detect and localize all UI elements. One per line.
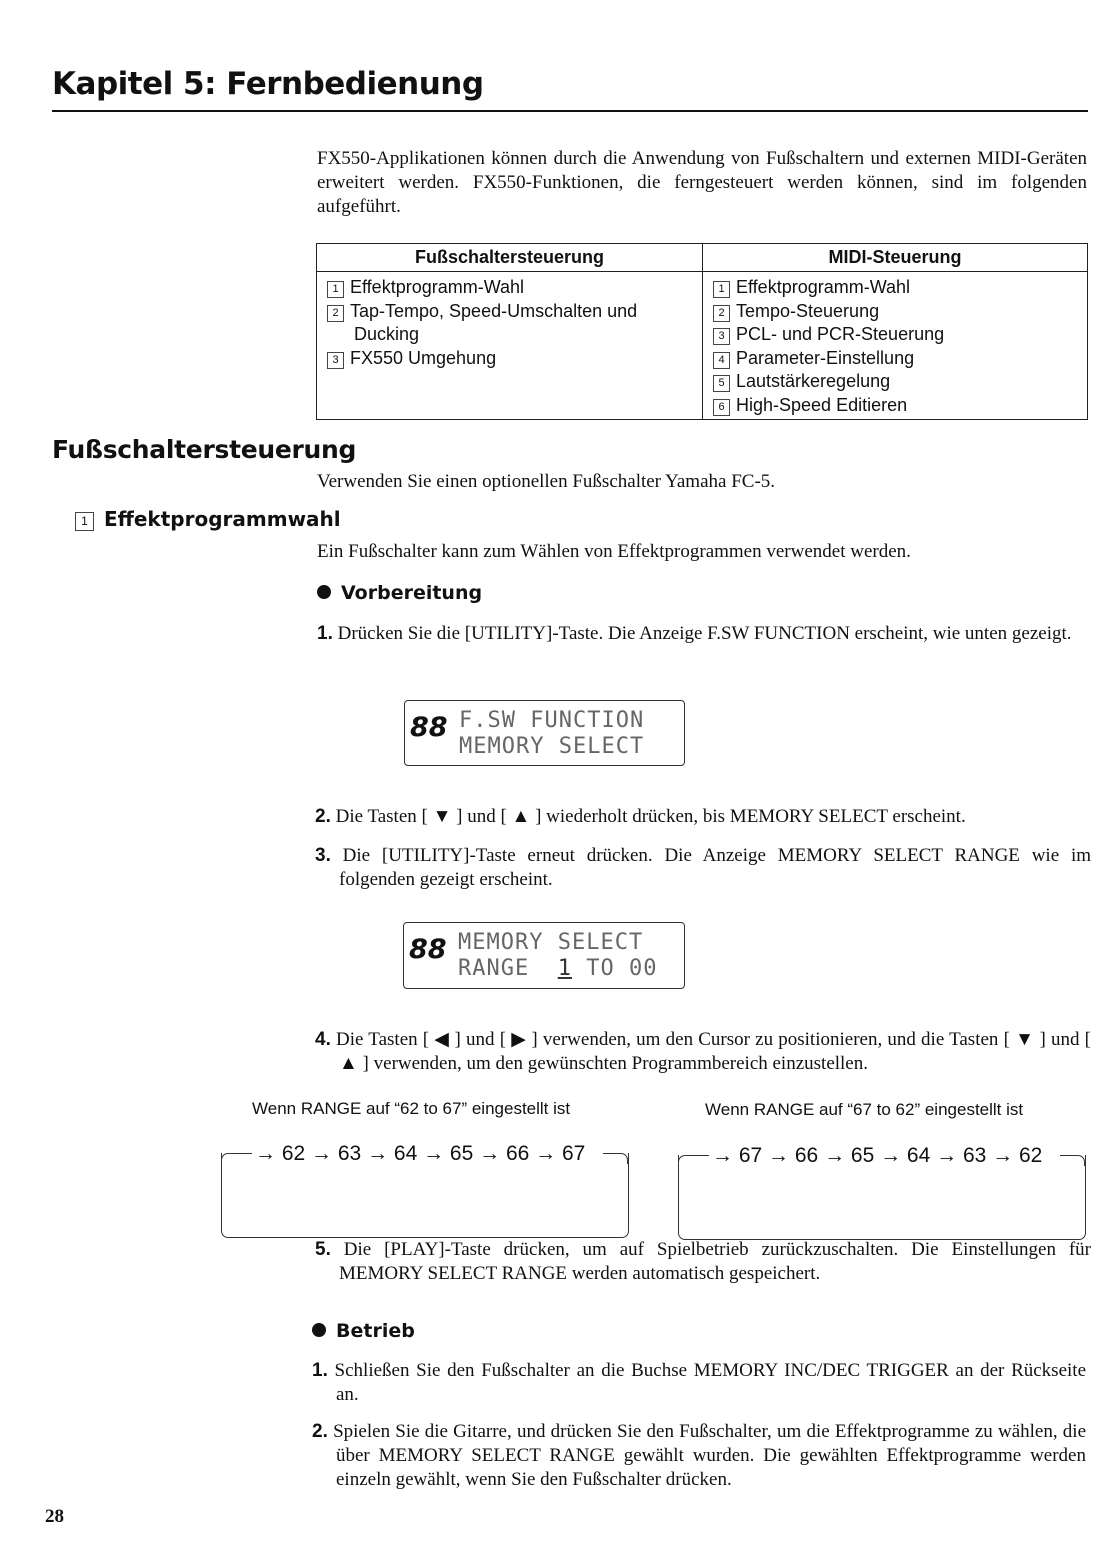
intro-paragraph: FX550-Applikationen können durch die Anwendung von Fußschaltern und externen MIDI-Geräten erweitert werden. FX550-Funktionen, die ferngesteuert werden können, sind im folgenden aufgeführt. <box>317 148 1087 217</box>
list-item: 1 Effektprogramm-Wahl <box>327 276 692 300</box>
lcd-program-number: 88 <box>409 934 447 965</box>
range-left-label: Wenn RANGE auf “62 to 67” eingestellt ist <box>252 1099 571 1118</box>
bullet-icon <box>317 585 331 599</box>
lcd-display-range <box>403 922 685 989</box>
operation-heading: Betrieb <box>312 1320 415 1342</box>
list-item: 5 Lautstärkeregelung <box>713 370 1077 394</box>
bullet-icon <box>312 1323 326 1337</box>
section-heading: Fußschaltersteuerung <box>52 435 357 464</box>
list-item: 6 High-Speed Editieren <box>713 394 1077 418</box>
midi-list <box>703 272 1088 420</box>
subsection-title: Effektprogrammwahl <box>104 507 341 531</box>
section-intro: Verwenden Sie einen optionellen Fußschalter Yamaha FC-5. <box>317 471 776 492</box>
step-4: 4. Die Tasten [ ◀ ] und [ ▶ ] verwenden, um den Cursor zu positionieren, und die Tasten [ ▼ ] und [ ▲ ] verwenden, um den gewünschten Programmbereich einzustellen. <box>315 1029 1091 1074</box>
operation-step-1: 1. Schließen Sie den Fußschalter an die Buchse MEMORY INC/DEC TRIGGER an der Rückseite an. <box>312 1360 1086 1405</box>
subsection-intro: Ein Fußschalter kann zum Wählen von Effektprogrammen verwendet werden. <box>317 541 911 562</box>
list-item: 2 Tap-Tempo, Speed-Umschalten und <box>327 300 692 324</box>
list-item: 4 Parameter-Einstellung <box>713 347 1077 371</box>
feature-table <box>316 243 1088 420</box>
chapter-title: Kapitel 5: Fernbedienung <box>52 66 484 102</box>
table-header-footswitch: Fußschaltersteuerung <box>317 244 703 272</box>
step-1: 1. Drücken Sie die [UTILITY]-Taste. Die Anzeige F.SW FUNCTION erscheint, wie unten gezeigt. <box>317 623 1072 644</box>
preparation-heading: Vorbereitung <box>317 582 482 604</box>
subsection-number: 1 <box>75 512 94 531</box>
lcd-line-2: RANGE 1 TO 00 <box>458 956 658 981</box>
lcd-line-1: F.SW FUNCTION <box>459 708 645 733</box>
arrow-right-icon: → <box>255 1142 282 1165</box>
lcd-cursor: 1 <box>557 956 572 981</box>
operation-step-2: 2. Spielen Sie die Gitarre, und drücken Sie den Fußschalter, um die Effektprogramme zu wählen, die über MEMORY SELECT RANGE gewählt wurden. Die gewählten Effektprogramme werden einzeln gewählt, wenn Sie den Fußschalter drücken. <box>312 1421 1087 1490</box>
lcd-display-function <box>404 700 685 766</box>
page-number: 28 <box>45 1506 64 1527</box>
chapter-rule <box>52 110 1088 112</box>
table-header-midi: MIDI-Steuerung <box>703 244 1088 272</box>
lcd-line-1: MEMORY SELECT <box>458 930 644 955</box>
list-item: 2 Tempo-Steuerung <box>713 300 1077 324</box>
range-right-loop <box>678 1144 1087 1241</box>
range-right-label: Wenn RANGE auf “67 to 62” eingestellt ist <box>705 1100 1024 1119</box>
subsection-heading <box>75 507 341 531</box>
step-3: 3. Die [UTILITY]-Taste erneut drücken. Die Anzeige MEMORY SELECT RANGE wie im folgenden gezeigt erscheint. <box>315 845 1091 890</box>
range-right-sequence: → 67 → 66 → 65 → 64 → 63 → 62 <box>712 1144 1043 1167</box>
lcd-line-2: MEMORY SELECT <box>459 734 645 759</box>
step-5: 5. Die [PLAY]-Taste drücken, um auf Spielbetrieb zurückzuschalten. Die Einstellungen für MEMORY SELECT RANGE werden automatisch gespeichert. <box>315 1239 1091 1284</box>
list-item: 3 PCL- und PCR-Steuerung <box>713 323 1077 347</box>
arrow-right-icon: → <box>712 1144 739 1167</box>
lcd-program-number: 88 <box>410 712 448 743</box>
list-item: 3 FX550 Umgehung <box>327 347 692 371</box>
list-item-continuation: Ducking <box>354 324 420 344</box>
list-item: 1 Effektprogramm-Wahl <box>713 276 1077 300</box>
footswitch-list <box>317 272 703 420</box>
range-left-sequence: → 62 → 63 → 64 → 65 → 66 → 67 <box>255 1142 586 1165</box>
step-2: 2. Die Tasten [ ▼ ] und [ ▲ ] wiederholt drücken, bis MEMORY SELECT erscheint. <box>315 806 966 827</box>
range-left-loop <box>221 1142 629 1239</box>
